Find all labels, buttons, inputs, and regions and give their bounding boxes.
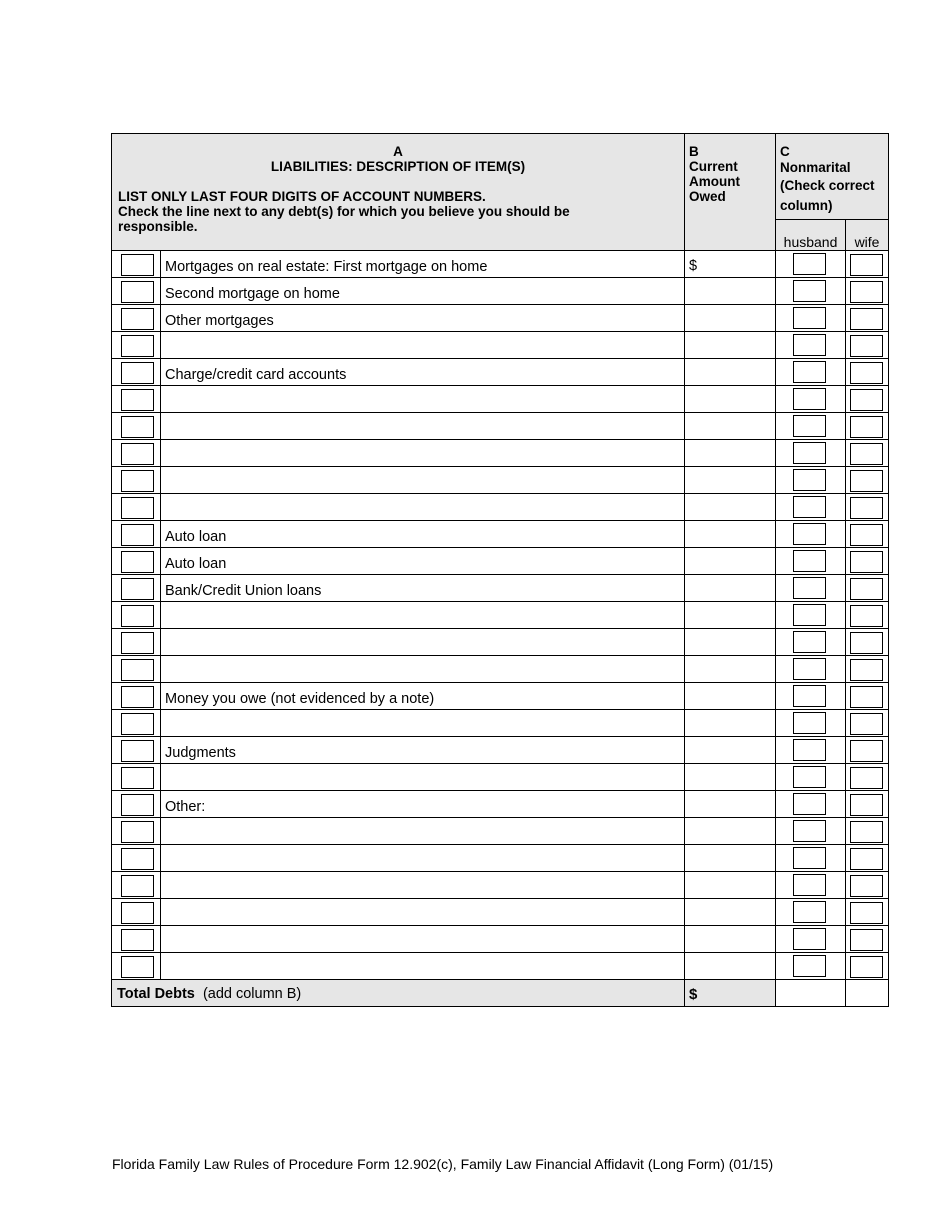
column-b-line2: Amount: [689, 174, 741, 189]
liability-rows: [112, 251, 889, 980]
amount-owed-cell[interactable]: [685, 521, 776, 548]
husband-checkbox[interactable]: [793, 415, 826, 437]
husband-cell: [776, 629, 846, 656]
wife-checkbox[interactable]: [850, 929, 883, 951]
description-cell[interactable]: [161, 440, 685, 467]
responsible-checkbox-cell: [112, 872, 161, 899]
wife-checkbox[interactable]: [850, 470, 883, 492]
responsible-checkbox[interactable]: [121, 551, 154, 573]
wife-cell: [846, 791, 889, 818]
description-cell[interactable]: [161, 656, 685, 683]
description-cell[interactable]: [161, 710, 685, 737]
table-row: [112, 818, 889, 845]
husband-cell: [776, 872, 846, 899]
wife-cell: [846, 413, 889, 440]
amount-owed-cell[interactable]: [685, 818, 776, 845]
husband-column-header: husband: [776, 219, 846, 250]
responsible-checkbox-cell: [112, 278, 161, 305]
responsible-checkbox[interactable]: [121, 794, 154, 816]
description-cell[interactable]: Judgments: [161, 737, 685, 764]
description-cell[interactable]: Other:: [161, 791, 685, 818]
husband-checkbox[interactable]: [793, 820, 826, 842]
responsible-checkbox[interactable]: [121, 605, 154, 627]
description-cell[interactable]: Bank/Credit Union loans: [161, 575, 685, 602]
responsibility-note: Check the line next to any debt(s) for which you believe you should be responsible.: [118, 204, 570, 234]
wife-checkbox[interactable]: [850, 362, 883, 384]
responsible-checkbox-cell: [112, 845, 161, 872]
description-cell[interactable]: [161, 386, 685, 413]
wife-cell: [846, 872, 889, 899]
responsible-checkbox-cell: [112, 683, 161, 710]
account-digits-note: LIST ONLY LAST FOUR DIGITS OF ACCOUNT NUMBERS.: [118, 189, 486, 204]
description-cell[interactable]: [161, 332, 685, 359]
wife-cell: [846, 440, 889, 467]
wife-cell: [846, 899, 889, 926]
wife-cell: [846, 386, 889, 413]
table-row: [112, 467, 889, 494]
table-row: [112, 413, 889, 440]
husband-cell: [776, 710, 846, 737]
amount-owed-cell[interactable]: [685, 710, 776, 737]
wife-checkbox[interactable]: [850, 713, 883, 735]
description-cell[interactable]: [161, 494, 685, 521]
amount-owed-cell[interactable]: [685, 494, 776, 521]
column-c-line3: column): [780, 198, 833, 213]
wife-checkbox[interactable]: [850, 767, 883, 789]
table-row: [112, 926, 889, 953]
total-amount[interactable]: $: [685, 980, 776, 1007]
description-cell[interactable]: [161, 845, 685, 872]
table-row: [112, 737, 889, 764]
description-cell[interactable]: Auto loan: [161, 548, 685, 575]
responsible-checkbox-cell: [112, 548, 161, 575]
description-cell[interactable]: [161, 467, 685, 494]
responsible-checkbox[interactable]: [121, 821, 154, 843]
table-row: [112, 494, 889, 521]
husband-checkbox[interactable]: [793, 334, 826, 356]
amount-owed-cell[interactable]: [685, 278, 776, 305]
amount-owed-cell[interactable]: [685, 548, 776, 575]
description-cell[interactable]: [161, 872, 685, 899]
responsible-checkbox[interactable]: [121, 335, 154, 357]
husband-cell: [776, 926, 846, 953]
responsible-checkbox[interactable]: [121, 659, 154, 681]
table-row: [112, 521, 889, 548]
responsible-checkbox[interactable]: [121, 443, 154, 465]
responsible-checkbox[interactable]: [121, 956, 154, 978]
responsible-checkbox[interactable]: [121, 389, 154, 411]
amount-owed-cell[interactable]: [685, 926, 776, 953]
responsible-checkbox-cell: [112, 602, 161, 629]
description-cell[interactable]: Auto loan: [161, 521, 685, 548]
wife-checkbox[interactable]: [850, 524, 883, 546]
responsible-checkbox-cell: [112, 386, 161, 413]
husband-checkbox[interactable]: [793, 361, 826, 383]
husband-checkbox[interactable]: [793, 793, 826, 815]
wife-checkbox[interactable]: [850, 308, 883, 330]
husband-cell: [776, 494, 846, 521]
column-a-letter: A: [393, 144, 403, 159]
amount-owed-cell[interactable]: [685, 683, 776, 710]
husband-checkbox[interactable]: [793, 280, 826, 302]
wife-checkbox[interactable]: [850, 281, 883, 303]
responsible-checkbox[interactable]: [121, 929, 154, 951]
responsible-checkbox-cell: [112, 818, 161, 845]
responsible-checkbox-cell: [112, 305, 161, 332]
amount-owed-cell[interactable]: [685, 953, 776, 980]
description-cell[interactable]: [161, 899, 685, 926]
wife-checkbox[interactable]: [850, 794, 883, 816]
amount-owed-cell[interactable]: [685, 359, 776, 386]
husband-cell: [776, 467, 846, 494]
table-row: [112, 872, 889, 899]
responsible-checkbox[interactable]: [121, 632, 154, 654]
responsible-checkbox[interactable]: [121, 497, 154, 519]
husband-checkbox[interactable]: [793, 253, 826, 275]
amount-owed-cell[interactable]: [685, 602, 776, 629]
wife-checkbox[interactable]: [850, 821, 883, 843]
husband-checkbox[interactable]: [793, 685, 826, 707]
responsible-checkbox-cell: [112, 899, 161, 926]
wife-cell: [846, 683, 889, 710]
description-cell[interactable]: [161, 413, 685, 440]
husband-cell: [776, 386, 846, 413]
amount-owed-cell[interactable]: [685, 440, 776, 467]
wife-cell: [846, 629, 889, 656]
wife-cell: [846, 764, 889, 791]
husband-cell: [776, 359, 846, 386]
table-row: [112, 845, 889, 872]
table-row: [112, 629, 889, 656]
amount-owed-cell[interactable]: [685, 332, 776, 359]
description-cell[interactable]: [161, 602, 685, 629]
responsible-checkbox-cell: [112, 575, 161, 602]
wife-checkbox[interactable]: [850, 956, 883, 978]
husband-checkbox[interactable]: [793, 523, 826, 545]
wife-cell: [846, 710, 889, 737]
table-row: [112, 305, 889, 332]
responsible-checkbox[interactable]: [121, 281, 154, 303]
responsible-checkbox[interactable]: [121, 713, 154, 735]
column-b-line3: Owed: [689, 189, 726, 204]
table-row: [112, 359, 889, 386]
responsible-checkbox-cell: [112, 251, 161, 278]
amount-owed-cell[interactable]: [685, 872, 776, 899]
amount-owed-cell[interactable]: [685, 656, 776, 683]
responsible-checkbox-cell: [112, 521, 161, 548]
husband-cell: [776, 737, 846, 764]
liabilities-table: [111, 133, 889, 1007]
table-row: [112, 953, 889, 980]
responsible-checkbox[interactable]: [121, 524, 154, 546]
husband-cell: [776, 278, 846, 305]
husband-cell: [776, 251, 846, 278]
form-footer: Florida Family Law Rules of Procedure Form 12.902(c), Family Law Financial Affidavit (Long Form) (01/15): [112, 1156, 774, 1172]
column-a-title: LIABILITIES: DESCRIPTION OF ITEM(S): [270, 159, 526, 174]
wife-cell: [846, 737, 889, 764]
wife-cell: [846, 251, 889, 278]
amount-owed-cell[interactable]: [685, 791, 776, 818]
description-cell[interactable]: [161, 953, 685, 980]
husband-checkbox[interactable]: [793, 631, 826, 653]
husband-checkbox[interactable]: [793, 604, 826, 626]
husband-cell: [776, 764, 846, 791]
description-cell[interactable]: [161, 818, 685, 845]
responsible-checkbox[interactable]: [121, 740, 154, 762]
amount-owed-cell[interactable]: [685, 899, 776, 926]
wife-checkbox[interactable]: [850, 875, 883, 897]
table-row: [112, 602, 889, 629]
husband-cell: [776, 575, 846, 602]
description-cell[interactable]: [161, 764, 685, 791]
wife-checkbox[interactable]: [850, 389, 883, 411]
table-row: [112, 575, 889, 602]
total-husband-cell: [776, 980, 846, 1007]
husband-cell: [776, 683, 846, 710]
table-row: [112, 278, 889, 305]
wife-cell: [846, 656, 889, 683]
description-cell[interactable]: Mortgages on real estate: First mortgage on home: [161, 251, 685, 278]
column-c-header: [776, 134, 889, 220]
table-row: [112, 791, 889, 818]
table-row: [112, 683, 889, 710]
husband-checkbox[interactable]: [793, 874, 826, 896]
wife-cell: [846, 305, 889, 332]
husband-checkbox[interactable]: [793, 955, 826, 977]
wife-cell: [846, 278, 889, 305]
column-c-letter: C: [780, 144, 790, 159]
wife-checkbox[interactable]: [850, 254, 883, 276]
description-cell[interactable]: Other mortgages: [161, 305, 685, 332]
total-label-note: (add column B): [202, 986, 302, 1002]
column-c-line2: (Check correct: [780, 178, 875, 193]
wife-cell: [846, 602, 889, 629]
responsible-checkbox[interactable]: [121, 848, 154, 870]
table-row: [112, 764, 889, 791]
amount-owed-cell[interactable]: [685, 413, 776, 440]
wife-checkbox[interactable]: [850, 416, 883, 438]
total-label: [112, 980, 685, 1007]
amount-owed-cell[interactable]: [685, 305, 776, 332]
table-row: [112, 332, 889, 359]
amount-owed-cell[interactable]: [685, 737, 776, 764]
wife-checkbox[interactable]: [850, 497, 883, 519]
husband-checkbox[interactable]: [793, 577, 826, 599]
amount-owed-cell[interactable]: [685, 764, 776, 791]
column-c-line1: Nonmarital: [780, 160, 851, 175]
responsible-checkbox[interactable]: [121, 875, 154, 897]
total-wife-cell: [846, 980, 889, 1007]
description-cell[interactable]: Money you owe (not evidenced by a note): [161, 683, 685, 710]
description-cell[interactable]: [161, 629, 685, 656]
table-row: [112, 548, 889, 575]
wife-checkbox[interactable]: [850, 848, 883, 870]
husband-cell: [776, 899, 846, 926]
husband-cell: [776, 602, 846, 629]
table-row: [112, 251, 889, 278]
wife-cell: [846, 575, 889, 602]
column-a-header: [112, 134, 685, 251]
husband-cell: [776, 413, 846, 440]
wife-checkbox[interactable]: [850, 902, 883, 924]
description-cell[interactable]: [161, 926, 685, 953]
husband-cell: [776, 440, 846, 467]
husband-cell: [776, 656, 846, 683]
wife-cell: [846, 548, 889, 575]
responsible-checkbox[interactable]: [121, 308, 154, 330]
amount-owed-cell[interactable]: [685, 845, 776, 872]
responsible-checkbox-cell: [112, 710, 161, 737]
husband-cell: [776, 845, 846, 872]
column-b-header: [685, 134, 776, 251]
husband-checkbox[interactable]: [793, 307, 826, 329]
wife-cell: [846, 359, 889, 386]
wife-checkbox[interactable]: [850, 605, 883, 627]
wife-checkbox[interactable]: [850, 551, 883, 573]
husband-checkbox[interactable]: [793, 847, 826, 869]
table-row: [112, 386, 889, 413]
responsible-checkbox-cell: [112, 467, 161, 494]
responsible-checkbox[interactable]: [121, 686, 154, 708]
responsible-checkbox-cell: [112, 953, 161, 980]
responsible-checkbox-cell: [112, 926, 161, 953]
amount-owed-cell[interactable]: [685, 575, 776, 602]
responsible-checkbox[interactable]: [121, 578, 154, 600]
description-cell[interactable]: Second mortgage on home: [161, 278, 685, 305]
responsible-checkbox-cell: [112, 494, 161, 521]
wife-cell: [846, 467, 889, 494]
wife-cell: [846, 521, 889, 548]
amount-owed-cell[interactable]: [685, 386, 776, 413]
husband-cell: [776, 953, 846, 980]
responsible-checkbox[interactable]: [121, 254, 154, 276]
husband-checkbox[interactable]: [793, 469, 826, 491]
husband-checkbox[interactable]: [793, 496, 826, 518]
responsible-checkbox[interactable]: [121, 767, 154, 789]
wife-checkbox[interactable]: [850, 443, 883, 465]
wife-cell: [846, 926, 889, 953]
husband-checkbox[interactable]: [793, 442, 826, 464]
husband-checkbox[interactable]: [793, 901, 826, 923]
husband-checkbox[interactable]: [793, 550, 826, 572]
amount-owed-cell[interactable]: [685, 629, 776, 656]
husband-cell: [776, 818, 846, 845]
column-b-line1: Current: [689, 159, 738, 174]
responsible-checkbox[interactable]: [121, 362, 154, 384]
wife-checkbox[interactable]: [850, 578, 883, 600]
responsible-checkbox[interactable]: [121, 416, 154, 438]
husband-checkbox[interactable]: [793, 712, 826, 734]
amount-owed-cell[interactable]: [685, 467, 776, 494]
wife-cell: [846, 845, 889, 872]
wife-checkbox[interactable]: [850, 632, 883, 654]
total-label-bold: Total Debts: [117, 986, 195, 1002]
wife-cell: [846, 953, 889, 980]
husband-checkbox[interactable]: [793, 928, 826, 950]
responsible-checkbox-cell: [112, 764, 161, 791]
wife-checkbox[interactable]: [850, 740, 883, 762]
responsible-checkbox-cell: [112, 332, 161, 359]
responsible-checkbox[interactable]: [121, 470, 154, 492]
wife-cell: [846, 818, 889, 845]
husband-cell: [776, 305, 846, 332]
responsible-checkbox[interactable]: [121, 902, 154, 924]
wife-checkbox[interactable]: [850, 335, 883, 357]
wife-cell: [846, 332, 889, 359]
wife-checkbox[interactable]: [850, 686, 883, 708]
table-row: [112, 656, 889, 683]
husband-cell: [776, 332, 846, 359]
table-row: [112, 440, 889, 467]
responsible-checkbox-cell: [112, 359, 161, 386]
responsible-checkbox-cell: [112, 413, 161, 440]
husband-cell: [776, 548, 846, 575]
amount-owed-cell[interactable]: $: [685, 251, 776, 278]
table-row: [112, 710, 889, 737]
responsible-checkbox-cell: [112, 737, 161, 764]
responsible-checkbox-cell: [112, 629, 161, 656]
responsible-checkbox-cell: [112, 440, 161, 467]
table-row: [112, 899, 889, 926]
wife-column-header: wife: [846, 219, 889, 250]
husband-checkbox[interactable]: [793, 388, 826, 410]
responsible-checkbox-cell: [112, 791, 161, 818]
husband-checkbox[interactable]: [793, 766, 826, 788]
total-row: [112, 980, 889, 1007]
column-b-letter: B: [689, 144, 699, 159]
description-cell[interactable]: Charge/credit card accounts: [161, 359, 685, 386]
wife-checkbox[interactable]: [850, 659, 883, 681]
responsible-checkbox-cell: [112, 656, 161, 683]
husband-cell: [776, 791, 846, 818]
husband-cell: [776, 521, 846, 548]
wife-cell: [846, 494, 889, 521]
husband-checkbox[interactable]: [793, 739, 826, 761]
husband-checkbox[interactable]: [793, 658, 826, 680]
